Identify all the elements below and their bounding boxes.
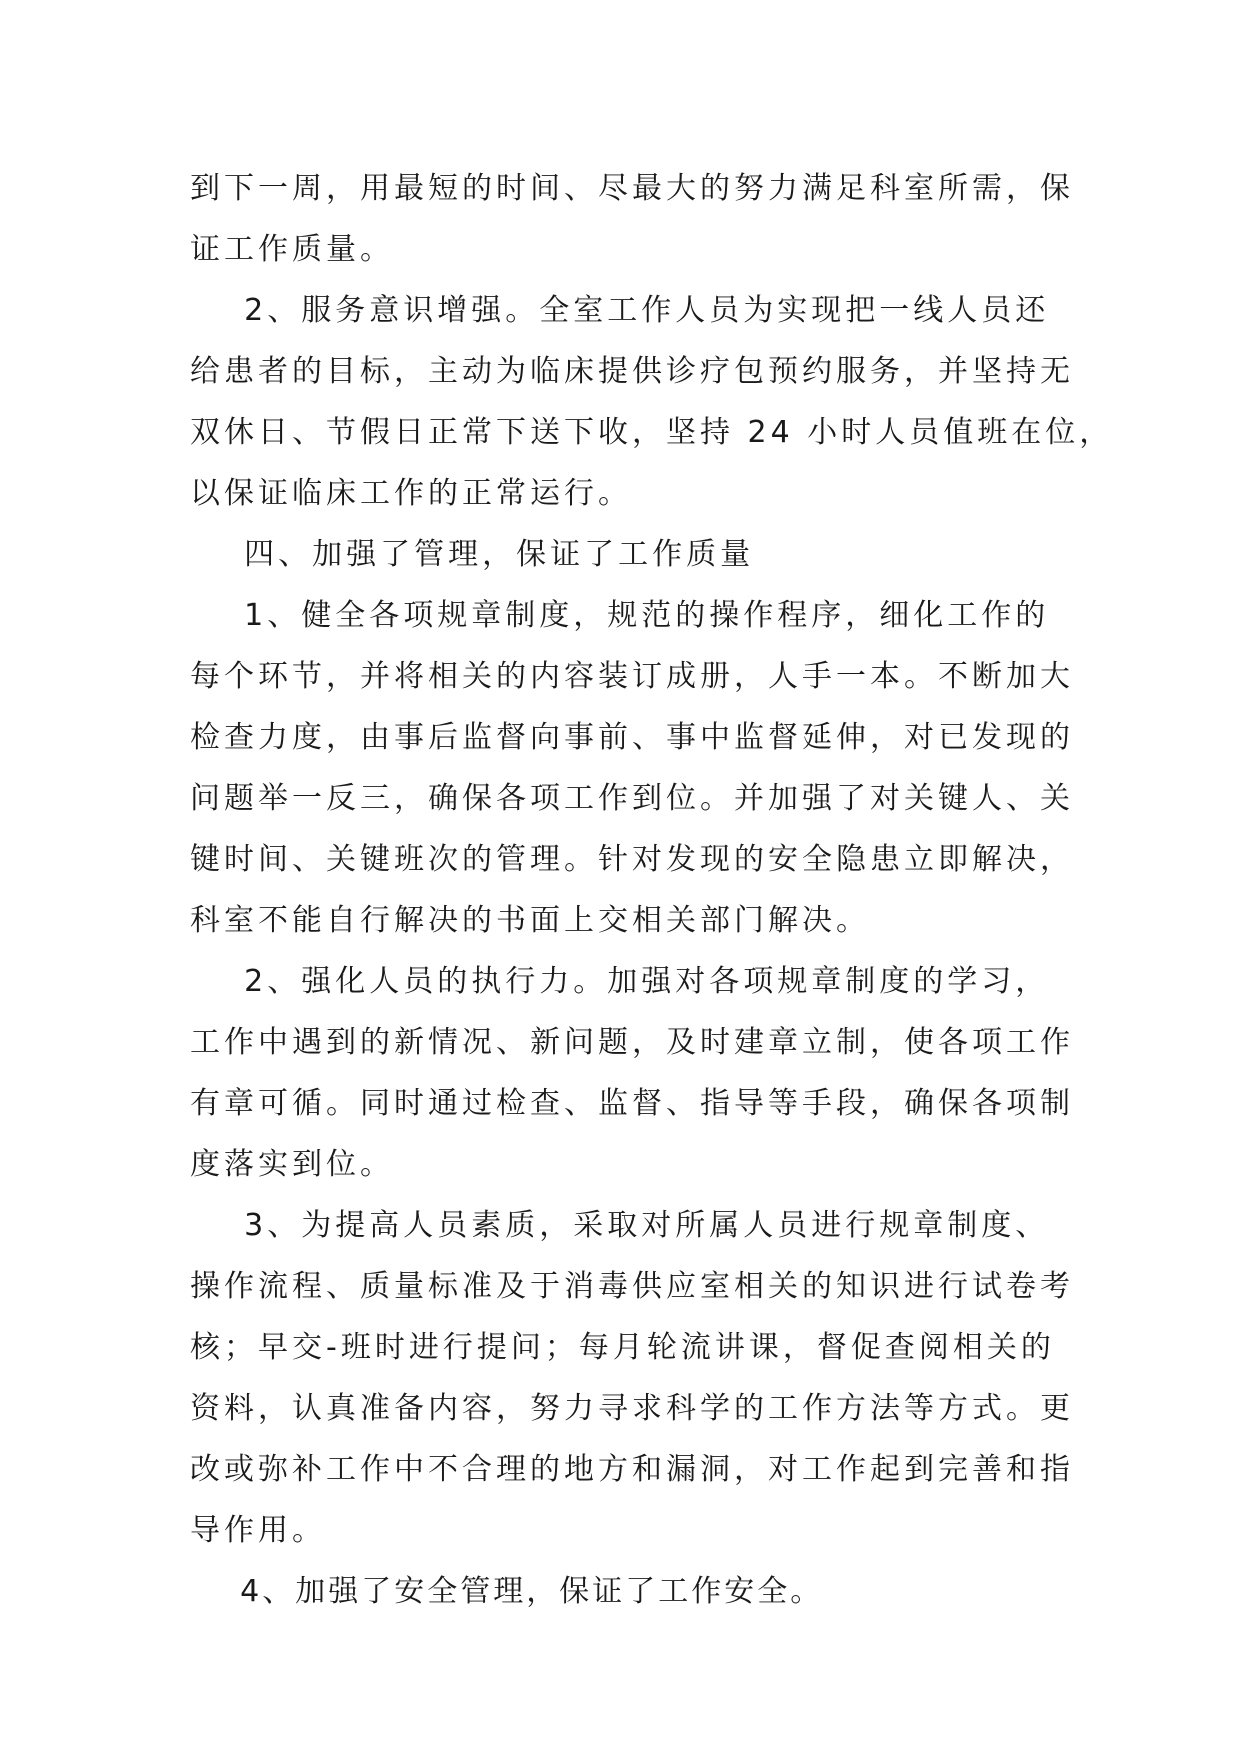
text-line: 改或弥补工作中不合理的地方和漏洞，对工作起到完善和指: [190, 1452, 1074, 1487]
body-text: [190, 158, 1114, 1622]
text-line: 3、为提高人员素质，采取对所属人员进行规章制度、: [190, 1208, 1050, 1243]
section-heading: 四、加强了管理，保证了工作质量: [190, 537, 755, 572]
text-line: 4、加强了安全管理，保证了工作安全。: [190, 1574, 824, 1609]
text-line: 导作用。: [190, 1513, 326, 1548]
text-line: 给患者的目标，主动为临床提供诊疗包预约服务，并坚持无: [190, 354, 1074, 389]
text-line: 键时间、关键班次的管理。针对发现的安全隐患立即解决，: [190, 842, 1074, 877]
text-line: 每个环节，并将相关的内容装订成册，人手一本。不断加大: [190, 659, 1074, 694]
text-line: 有章可循。同时通过检查、监督、指导等手段，确保各项制: [190, 1086, 1074, 1121]
text-line: 资料，认真准备内容，努力寻求科学的工作方法等方式。更: [190, 1391, 1074, 1426]
text-line: 2、强化人员的执行力。加强对各项规章制度的学习，: [190, 964, 1050, 999]
text-line: 检查力度，由事后监督向事前、事中监督延伸，对已发现的: [190, 720, 1074, 755]
text-line: 1、健全各项规章制度，规范的操作程序，细化工作的: [190, 598, 1050, 633]
text-line: 工作中遇到的新情况、新问题，及时建章立制，使各项工作: [190, 1025, 1074, 1060]
text-line: 双休日、节假日正常下送下收，坚持 24 小时人员值班在位，: [190, 415, 1114, 450]
text-line: 科室不能自行解决的书面上交相关部门解决。: [190, 903, 870, 938]
text-line: 到下一周，用最短的时间、尽最大的努力满足科室所需，保: [190, 171, 1074, 206]
text-line: 操作流程、质量标准及于消毒供应室相关的知识进行试卷考: [190, 1269, 1074, 1304]
text-line: 证工作质量。: [190, 232, 394, 267]
text-line: 度落实到位。: [190, 1147, 394, 1182]
text-line: 以保证临床工作的正常运行。: [190, 476, 632, 511]
text-line: 问题举一反三，确保各项工作到位。并加强了对关键人、关: [190, 781, 1074, 816]
text-line: 2、服务意识增强。全室工作人员为实现把一线人员还: [190, 293, 1050, 328]
text-line: 核；早交-班时进行提问；每月轮流讲课，督促查阅相关的: [190, 1330, 1055, 1365]
